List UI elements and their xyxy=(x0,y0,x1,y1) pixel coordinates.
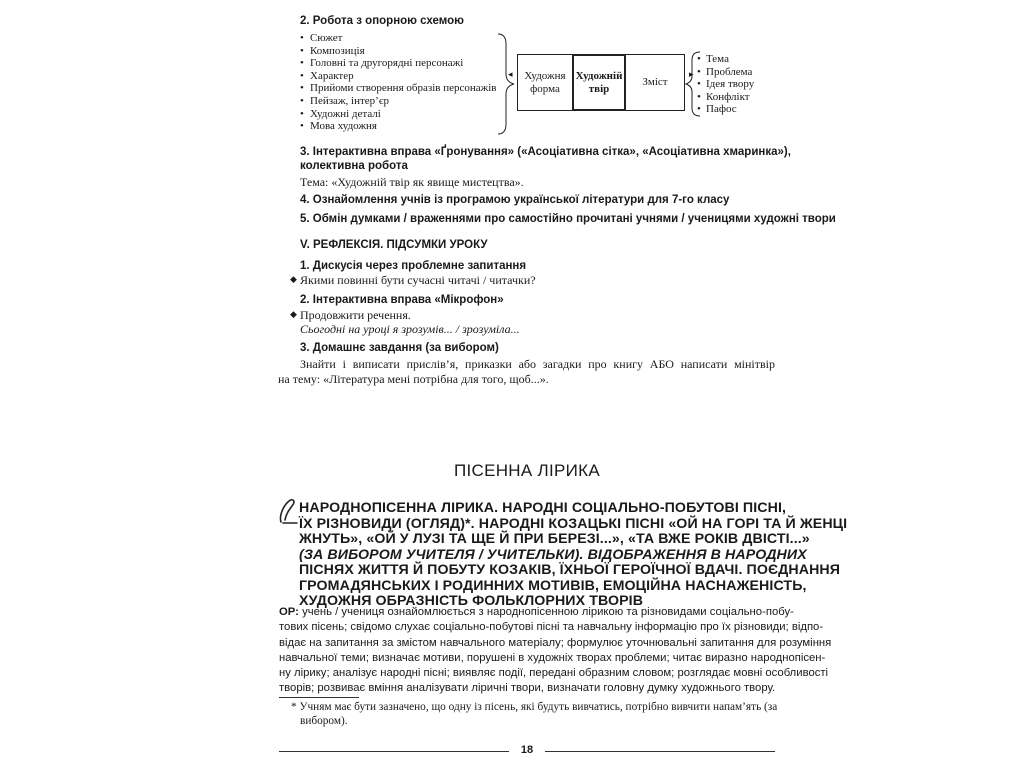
topic-line: НАРОДНОПІСЕННА ЛІРИКА. НАРОДНІ СОЦІАЛЬНО-ПОБУТОВІ ПІСНІ, xyxy=(299,500,787,516)
reflection-item3-title: 3. Домашнє завдання (за вибором) xyxy=(300,342,499,354)
footnote-line2: вибором). xyxy=(300,715,348,727)
topic-line: ХУДОЖНЯ ОБРАЗНІСТЬ ФОЛЬКЛОРНИХ ТВОРІВ xyxy=(299,593,644,609)
scheme-right-item: • Конфлікт xyxy=(697,91,754,104)
section-4-title: 4. Ознайомлення учнів із програмою української літератури для 7-го класу xyxy=(300,194,730,206)
scheme-left-item: • Головні та другорядні персонажі xyxy=(300,57,496,70)
page-number: 18 xyxy=(520,744,534,756)
arrow-left-icon: ◂ xyxy=(508,70,513,80)
footer-rule-right xyxy=(545,751,775,752)
reflection-item1-text: Якими повинні бути сучасні читачі / читачки? xyxy=(300,273,536,287)
scheme-left-item: • Сюжет xyxy=(300,32,496,45)
topic-line: ЇХ РІЗНОВИДИ (ОГЛЯД)*. НАРОДНІ КОЗАЦЬКІ ПІСНІ «ОЙ НА ГОРІ ТА Й ЖЕНЦІ xyxy=(299,515,848,532)
arrow-right-icon: ▸ xyxy=(689,70,694,80)
footnote-line1: * Учням має бути зазначено, що одну із пісень, які будуть вивчатись, потрібно вивчити напам’ять (за xyxy=(291,701,778,713)
outcomes-line: відає на запитання за змістом навчального матеріалу; формулює уточнювальні запитання для розуміння xyxy=(279,636,832,649)
scheme-right-list xyxy=(697,53,754,116)
scheme-left-item: • Мова художня xyxy=(300,120,496,133)
reflection-item3-line2: на тему: «Література мені потрібна для того, щоб...». xyxy=(278,372,549,386)
scheme-right-item: • Проблема xyxy=(697,66,754,79)
scheme-left-list xyxy=(300,32,496,133)
topic-line: ЖНУТЬ», «ОЙ У ЛУЗІ ТА ЩЕ Й ПРИ БЕРЕЗІ...», «ТА ВЖЕ РОКІВ ДВІСТІ...» xyxy=(299,531,810,547)
topic-line: (ЗА ВИБОРОМ УЧИТЕЛЯ / УЧИТЕЛЬКИ). ВІДОБРАЖЕННЯ В НАРОДНИХ xyxy=(299,546,807,563)
scheme-right-item: • Ідея твору xyxy=(697,78,754,91)
section-2-title: 2. Робота з опорною схемою xyxy=(300,15,464,27)
scheme-right-item: • Тема xyxy=(697,53,754,66)
diamond-bullet-icon: ◆ xyxy=(290,275,297,285)
box-artistic-work: Художній твір xyxy=(572,54,626,111)
scheme-left-item: • Характер xyxy=(300,70,496,83)
topic-line: ПІСНЯХ ЖИТТЯ Й ПОБУТУ КОЗАКІВ, ЇХНЬОЇ ГЕРОЇЧНОЇ ВДАЧІ. ПОЄДНАННЯ xyxy=(299,562,841,578)
outcomes-line: тових пісень; свідомо слухає соціально-побутові пісні та навчальну інформацію про їх різновиди; відпо- xyxy=(279,621,824,634)
reflection-item2-text: Продовжити речення. xyxy=(300,308,411,322)
topic-block xyxy=(299,501,847,610)
topic-line: ГРОМАДЯНСЬКИХ І РОДИННИХ МОТИВІВ, ЕМОЦІЙНА НАСНАЖЕНІСТЬ, xyxy=(299,577,807,594)
diamond-bullet-icon: ◆ xyxy=(290,310,297,320)
reflection-item3-line1: Знайти і виписати прислів’я, приказки або загадки про книгу АБО написати мінітвір xyxy=(300,357,775,371)
section-3-title-line2: колективна робота xyxy=(300,160,408,172)
scheme-left-item: • Прийоми створення образів персонажів xyxy=(300,82,496,95)
footer-rule-left xyxy=(279,751,509,752)
scheme-left-item: • Художні деталі xyxy=(300,108,496,121)
footnote-divider xyxy=(279,697,359,698)
section-3-title-line1: 3. Інтерактивна вправа «Ґронування» («Асоціативна сітка», «Асоціативна хмаринка»), xyxy=(300,146,791,158)
outcomes-line: учень / учениця ознайомлюється з народнопісенною лірикою та різновидами соціально-побу- xyxy=(298,606,794,618)
chapter-title: ПІСЕННА ЛІРИКА xyxy=(453,461,601,480)
outcomes-line: навчальної теми; визначає мотиви, порушені в художніх творах проблеми; читає виразно народнопісен- xyxy=(279,651,826,664)
scheme-left-item: • Композиція xyxy=(300,45,496,58)
box-artistic-form: Художня форма xyxy=(517,54,573,111)
box-content: Зміст xyxy=(625,54,685,111)
pen-icon xyxy=(277,498,299,526)
outcomes-label: ОР: xyxy=(279,606,299,618)
section-5-title: 5. Обмін думками / враженнями про самостійно прочитані учнями / ученицями художні твори xyxy=(300,213,836,225)
scheme-right-item: • Пафос xyxy=(697,103,754,116)
reflection-item2-title: 2. Інтерактивна вправа «Мікрофон» xyxy=(300,294,504,306)
reflection-item1-title: 1. Дискусія через проблемне запитання xyxy=(300,260,527,272)
learning-outcomes xyxy=(279,605,832,697)
section-3-theme: Тема: «Художній твір як явище мистецтва». xyxy=(300,175,524,189)
scheme-left-item: • Пейзаж, інтер’єр xyxy=(300,95,496,108)
outcomes-line: ну лірику; аналізує народні пісні; виявляє події, передані образним словом; розглядає мовні особливості xyxy=(279,667,829,680)
reflection-title: V. РЕФЛЕКСІЯ. ПІДСУМКИ УРОКУ xyxy=(300,239,488,251)
outcomes-line: творів; розвиває вміння аналізувати ліричні твори, визначати головну думку художнього твору. xyxy=(279,682,776,695)
reflection-item2-italic: Сьогодні на уроці я зрозумів... / зрозуміла... xyxy=(300,322,520,336)
